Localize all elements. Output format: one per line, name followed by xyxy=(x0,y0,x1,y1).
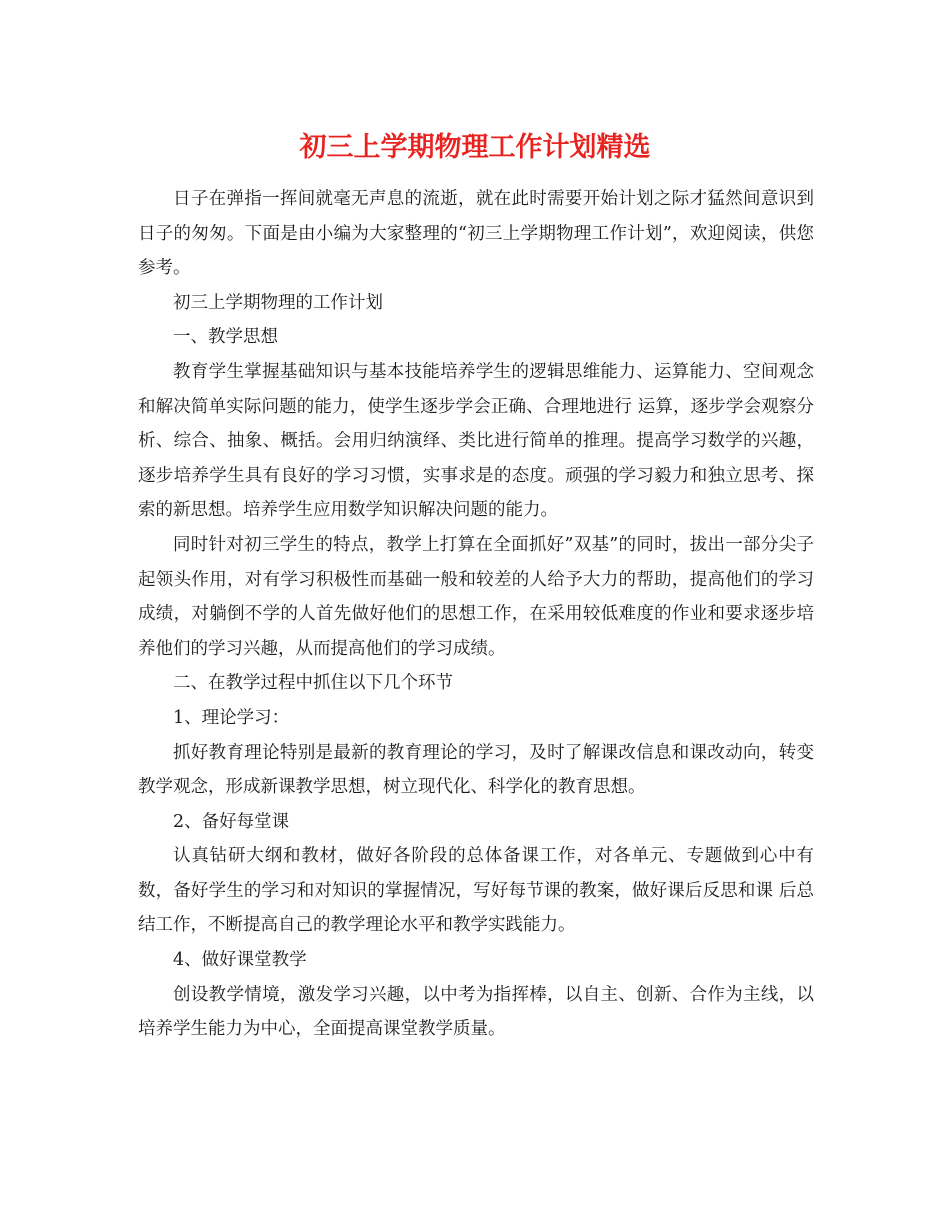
paragraph-student-focus: 同时针对初三学生的特点，教学上打算在全面抓好”双基”的同时，拔出一部分尖子起领头作用，对有学习积极性而基础一般和较差的人给予大力的帮助，提高他们的学习成绩，对躺倒不学的人首先做好他们的思想工作，在采用较低难度的作业和要求逐步培养他们的学习兴趣，从而提高他们的学习成绩。 xyxy=(138,534,814,659)
document-title: 初三上学期物理工作计划精选 xyxy=(299,132,651,163)
heading-classroom-teaching: 4、做好课堂教学 xyxy=(173,950,307,971)
heading-plan-title: 初三上学期物理的工作计划 xyxy=(173,292,383,313)
paragraph-classroom-teaching: 创设教学情境，激发学习兴趣，以中考为指挥棒，以自主、创新、合作为主线，以培养学生能力为中心，全面提高课堂教学质量。 xyxy=(138,984,814,1040)
heading-section-1: 一、教学思想 xyxy=(173,327,278,348)
document-body xyxy=(138,182,814,1047)
paragraph-teaching-thought: 教育学生掌握基础知识与基本技能培养学生的逻辑思维能力、运算能力、空间观念和解决简单实际问题的能力，使学生逐步学会正确、合理地进行 运算，逐步学会观察分析、综合、抽象、概括。会用归纳演绎、类比进行简单的推理。提高学习数学的兴趣，逐步培养学生具有良好的学习习惯，实事求是的态度。顽强的学习毅力和独立思考、探索的新思想。培养学生应用数学知识解决问题的能力。 xyxy=(138,361,814,521)
heading-section-2: 二、在教学过程中抓住以下几个环节 xyxy=(173,673,453,694)
paragraph-intro: 日子在弹指一挥间就毫无声息的流逝，就在此时需要开始计划之际才猛然间意识到日子的匆匆。下面是由小编为大家整理的“初三上学期物理工作计划”，欢迎阅读，供您参考。 xyxy=(138,189,814,279)
heading-theory-study: 1、理论学习： xyxy=(173,707,290,728)
heading-lesson-prep: 2、备好每堂课 xyxy=(173,811,290,832)
paragraph-lesson-prep: 认真钻研大纲和教材，做好各阶段的总体备课工作，对各单元、专题做到心中有数，备好学生的学习和对知识的掌握情况，写好每节课的教案，做好课后反思和课 后总结工作，不断提高自己的教学理论水平和教学实践能力。 xyxy=(138,846,814,936)
paragraph-theory-study: 抓好教育理论特别是最新的教育理论的学习，及时了解课改信息和课改动向，转变教学观念，形成新课教学思想，树立现代化、科学化的教育思想。 xyxy=(138,742,814,798)
